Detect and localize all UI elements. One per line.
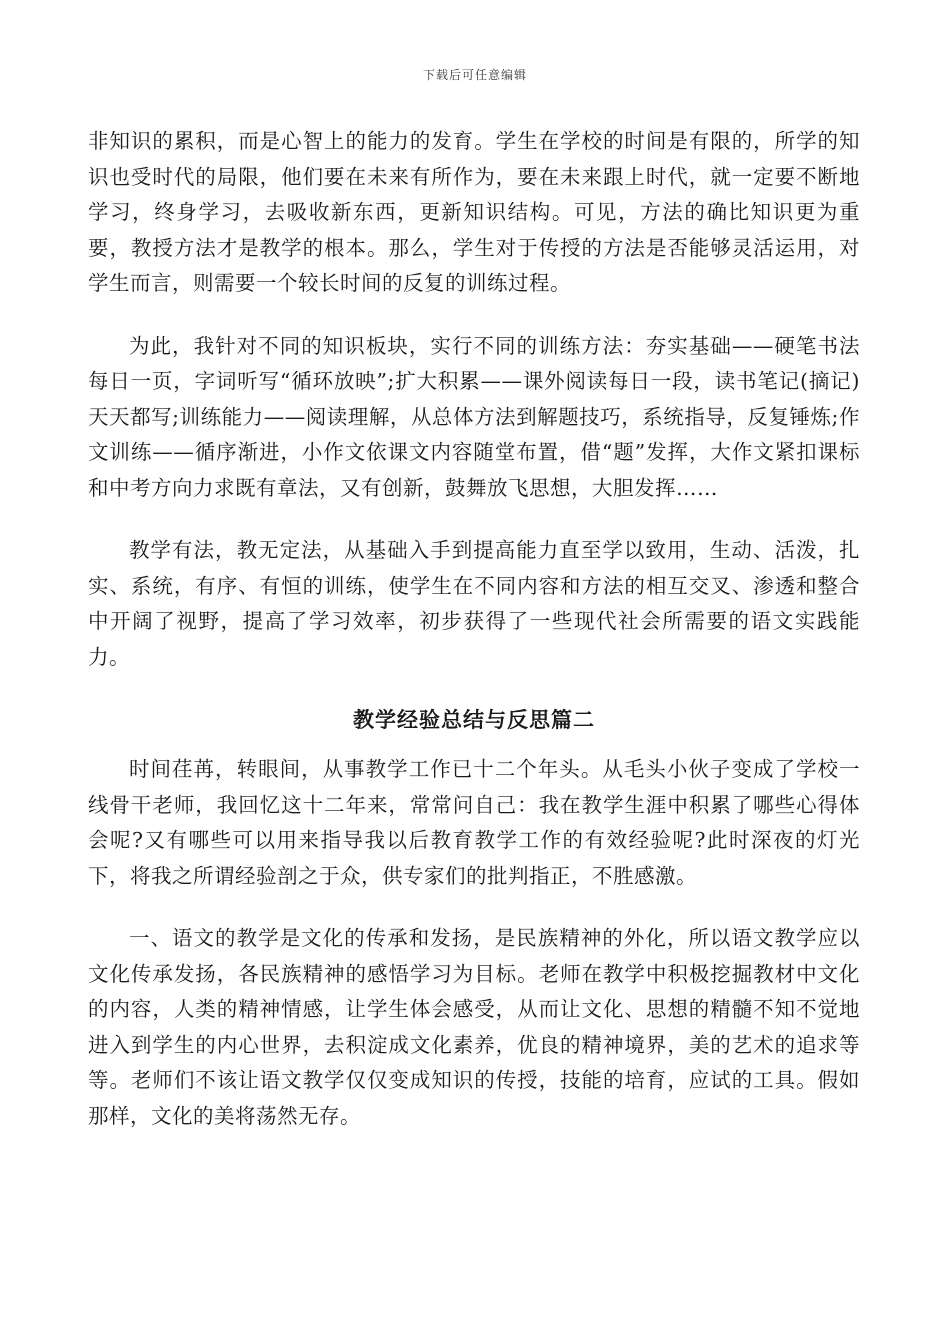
paragraph: 时间荏苒，转眼间，从事教学工作已十二个年头。从毛头小伙子变成了学校一线骨干老师，我回忆这十二年来，常常问自己：我在教学生涯中积累了哪些心得体会呢?又有哪些可以用来指导我以后教育教学工作的有效经验呢?此时深夜的灯光下，将我之所谓经验剖之于众，供专家们的批判指正，不胜感激。 bbox=[88, 757, 860, 888]
document-body bbox=[88, 124, 860, 1161]
section-title: 教学经验总结与反思篇二 bbox=[353, 707, 595, 732]
paragraph: 一、语文的教学是文化的传承和发扬，是民族精神的外化，所以语文教学应以文化传承发扬，各民族精神的感悟学习为目标。老师在教学中积极挖掘教材中文化的内容，人类的精神情感，让学生体会感受，从而让文化、思想的精髓不知不觉地进入到学生的内心世界，去积淀成文化素养，优良的精神境界，美的艺术的追求等等。老师们不该让语文教学仅仅变成知识的传授，技能的培育，应试的工具。假如那样，文化的美将荡然无存。 bbox=[88, 926, 860, 1128]
page-header-note: 下载后可任意编辑 bbox=[422, 68, 527, 82]
paragraph: 教学有法，教无定法，从基础入手到提高能力直至学以致用，生动、活泼，扎实、系统，有序、有恒的训练，使学生在不同内容和方法的相互交叉、渗透和整合中开阔了视野，提高了学习效率，初步获得了一些现代社会所需要的语文实践能力。 bbox=[88, 538, 860, 669]
paragraph: 为此，我针对不同的知识板块，实行不同的训练方法：夯实基础——硬笔书法每日一页，字词听写“循环放映”;扩大积累——课外阅读每日一段，读书笔记(摘记)天天都写;训练能力——阅读理解，从总体方法到解题技巧，系统指导，反复锤炼;作文训练——循序渐进，小作文依课文内容随堂布置，借“题”发挥，大作文紧扣课标和中考方向力求既有章法，又有创新，鼓舞放飞思想，大胆发挥…… bbox=[88, 333, 860, 500]
paragraph: 非知识的累积，而是心智上的能力的发育。学生在学校的时间是有限的，所学的知识也受时代的局限，他们要在未来有所作为，要在未来跟上时代，就一定要不断地学习，终身学习，去吸收新东西，更新知识结构。可见，方法的确比知识更为重要，教授方法才是教学的根本。那么，学生对于传授的方法是否能够灵活运用，对学生而言，则需要一个较长时间的反复的训练过程。 bbox=[88, 129, 860, 295]
